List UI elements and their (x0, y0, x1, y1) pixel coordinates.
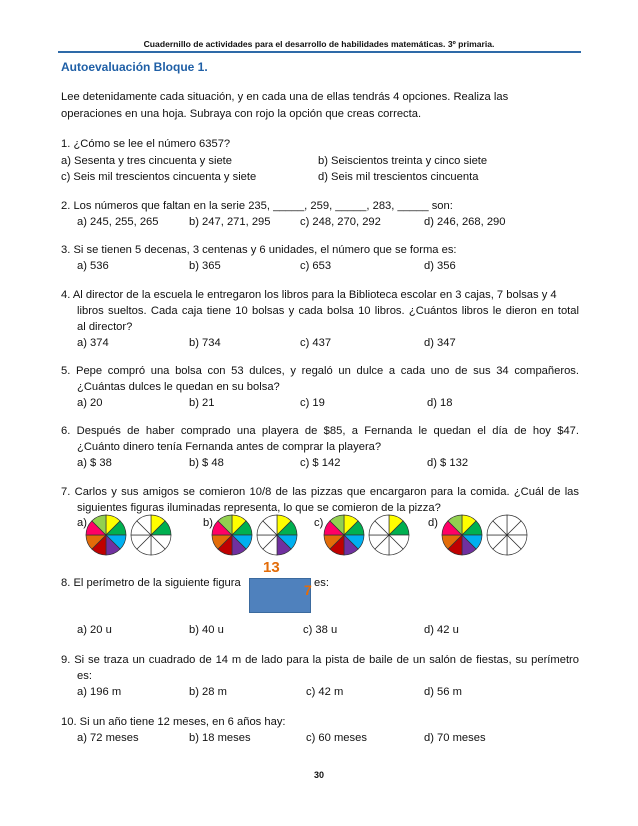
q1-option-d: d) Seis mil trescientos cincuenta (318, 171, 479, 183)
q6-option-a: a) $ 38 (77, 457, 112, 469)
q3-option-c: c) 653 (300, 260, 332, 272)
q4-question-line-2 (77, 303, 579, 320)
q4-question-line-3: al director? (77, 321, 133, 333)
q8-question: 8. El perímetro de la siguiente figura (61, 577, 241, 589)
q2-option-a: a) 245, 255, 265 (77, 216, 159, 228)
q8-option-c: c) 38 u (303, 624, 338, 636)
q4-question-line-1 (61, 287, 579, 304)
q5-option-b: b) 21 (189, 397, 215, 409)
q5-option-a: a) 20 (77, 397, 103, 409)
q7-option-a: a) (77, 517, 87, 529)
q8-height-label: 7 (304, 582, 312, 598)
q10-option-b: b) 18 meses (189, 732, 251, 744)
q8-rectangle-figure (249, 578, 311, 613)
q4-option-d: d) 347 (424, 337, 456, 349)
q10-question: 10. Si un año tiene 12 meses, en 6 años hay: (61, 716, 286, 728)
pizza-a2 (129, 513, 173, 557)
q4-option-a: a) 374 (77, 337, 109, 349)
q5-question-line-1 (61, 363, 579, 380)
header-rule (58, 51, 581, 53)
q3-option-d: d) 356 (424, 260, 456, 272)
intro-paragraph (61, 89, 579, 123)
q3-option-b: b) 365 (189, 260, 221, 272)
q1-question: 1. ¿Cómo se lee el número 6357? (61, 138, 231, 150)
q7-option-d: d) (428, 517, 438, 529)
q2-option-b: b) 247, 271, 295 (189, 216, 271, 228)
q8-option-a: a) 20 u (77, 624, 112, 636)
pizza-c1 (322, 513, 366, 557)
q9-option-b: b) 28 m (189, 686, 227, 698)
q5-line-1-text: 5. Pepe compró una bolsa con 53 dulces, y regaló un dulce a cada uno de sus 34 compañeros. (61, 365, 579, 377)
q5-question-line-2: ¿Cuántas dulces le quedan en su bolsa? (77, 381, 280, 393)
page-header: Cuadernillo de actividades para el desarrollo de habilidades matemáticas. 3º primaria. (143, 39, 495, 49)
q3-question: 3. Si se tienen 5 decenas, 3 centenas y 6 unidades, el número que se forma es: (61, 244, 457, 256)
q4-line-1-text: 4. Al director de la escuela le entregaron los libros para la Biblioteca escolar en 3 cajas, 7 bolsas y 4 (61, 289, 557, 301)
q8-width-label: 13 (263, 559, 280, 576)
q8-question-suffix: es: (314, 577, 329, 589)
q2-option-c: c) 248, 270, 292 (300, 216, 381, 228)
q1-option-a: a) Sesenta y tres cincuenta y siete (61, 155, 233, 167)
q4-line-2-text: libros sueltos. Cada caja tiene 10 bolsas y cada bolsa 10 libros. ¿Cuántos libros le dieron en total (77, 305, 579, 317)
pizza-b1 (210, 513, 254, 557)
q4-option-c: c) 437 (300, 337, 332, 349)
q7-question-line-1 (61, 484, 579, 501)
q5-option-c: c) 19 (300, 397, 325, 409)
pizza-d2 (485, 513, 529, 557)
q3-option-a: a) 536 (77, 260, 109, 272)
pizza-d1 (440, 513, 484, 557)
q2-option-d: d) 246, 268, 290 (424, 216, 506, 228)
q7-option-b: b) (203, 517, 213, 529)
pizza-c2 (367, 513, 411, 557)
q2-question: 2. Los números que faltan en la serie 235, _____, 259, _____, 283, _____ son: (61, 200, 453, 212)
q6-option-c: c) $ 142 (300, 457, 341, 469)
q10-option-d: d) 70 meses (424, 732, 486, 744)
pizza-a1 (84, 513, 128, 557)
q1-option-b: b) Seiscientos treinta y cinco siete (318, 155, 488, 167)
q6-question-line-1 (61, 423, 579, 440)
q6-line-1-text: 6. Después de haber comprado una playera de $85, a Fernanda le quedan el día de hoy $47. (61, 425, 579, 437)
q4-option-b: b) 734 (189, 337, 221, 349)
intro-line-1: Lee detenidamente cada situación, y en cada una de ellas tendrás 4 opciones. Realiza las (61, 91, 509, 103)
q6-question-line-2: ¿Cuánto dinero tenía Fernanda antes de comprar la playera? (77, 441, 382, 453)
intro-line-2: operaciones en una hoja. Subraya con rojo la opción que creas correcta. (61, 108, 422, 120)
q5-option-d: d) 18 (427, 397, 453, 409)
section-title: Autoevaluación Bloque 1. (61, 60, 208, 74)
q9-line-1-text: 9. Si se traza un cuadrado de 14 m de lado para la pista de baile de un salón de fiestas, su perímetro (61, 654, 579, 666)
q9-option-c: c) 42 m (306, 686, 344, 698)
page-number: 30 (313, 770, 324, 780)
q8-option-b: b) 40 u (189, 624, 224, 636)
q6-option-b: b) $ 48 (189, 457, 224, 469)
q7-line-1-text: 7. Carlos y sus amigos se comieron 10/8 de las pizzas que encargaron para la comida. ¿Cuál de las (61, 486, 579, 498)
q10-option-a: a) 72 meses (77, 732, 139, 744)
q9-option-a: a) 196 m (77, 686, 122, 698)
q9-question-line-1 (61, 652, 579, 669)
q7-question-line-2: siguientes figuras iluminadas representa, lo que se comieron de la pizza? (77, 502, 441, 514)
q6-option-d: d) $ 132 (427, 457, 469, 469)
q1-option-c: c) Seis mil trescientos cincuenta y siete (61, 171, 257, 183)
q8-option-d: d) 42 u (424, 624, 459, 636)
q10-option-c: c) 60 meses (306, 732, 367, 744)
q9-option-d: d) 56 m (424, 686, 462, 698)
q7-option-c: c) (314, 517, 324, 529)
q9-question-line-2: es: (77, 670, 92, 682)
pizza-b2 (255, 513, 299, 557)
